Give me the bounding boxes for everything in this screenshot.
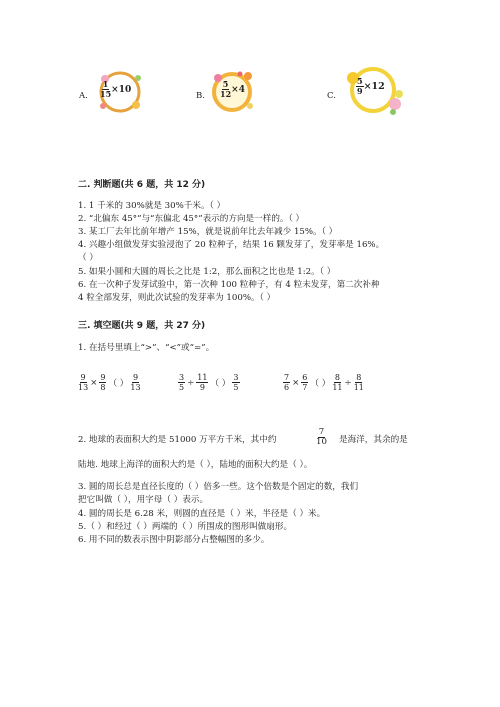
judge-item-2: 2. “北偏东 45°”与“东偏北 45°”表示的方向是一样的。（ ） xyxy=(78,214,305,224)
fill-question-2-line2: 陆地. 地球上海洋的面积大约是（ ），陆地的面积大约是（ ）。 xyxy=(78,460,313,470)
fill-question-6: 6. 用不同的数表示图中阴影部分占整幅图的多少。 xyxy=(78,535,270,545)
section-2-heading: 二. 判断题(共 6 题，共 12 分) xyxy=(78,180,206,190)
section-3-heading: 三. 填空题(共 9 题，共 27 分) xyxy=(78,321,206,331)
compare-expression-3: $\frac{7}{6}$ × $\frac{6}{7}$ （ ） $\frac{8}{11}$ ÷ $\frac{8}{11}$ xyxy=(284,373,364,392)
fill-question-1: 1. 在括号里填上“>”、“<”或“=”。 xyxy=(78,343,215,353)
option-b-numerator: 5 xyxy=(222,79,229,89)
judge-item-3: 3. 某工厂去年比前年增产 15%，就是说前年比去年减少 15%。（ ） xyxy=(78,227,338,237)
judge-item-1: 1. 1 千米的 30%就是 30%千米。（ ） xyxy=(78,201,226,211)
answer-blank: （ ） xyxy=(108,378,129,389)
judge-item-6: 6. 在一次种子发芽试验中，第一次种 100 粒种子，有 4 粒未发芽，第二次补种 xyxy=(78,280,380,290)
option-c-numerator: 5 xyxy=(357,76,363,86)
option-a-denominator: 15 xyxy=(100,89,112,99)
option-a-number: 10 xyxy=(118,84,132,95)
option-a-badge xyxy=(96,70,148,116)
compare-expression-1: $\frac{9}{13}$ × $\frac{9}{8}$ （ ） $\frac{9}{13}$ xyxy=(78,373,141,392)
option-c-number: 12 xyxy=(371,81,385,92)
option-b-denominator: 12 xyxy=(220,89,232,99)
answer-blank: （ ） xyxy=(310,378,331,389)
option-c-operator: × xyxy=(363,81,372,92)
judge-item-4-paren: （ ） xyxy=(78,253,98,263)
option-c-badge xyxy=(343,64,409,118)
option-b-operator: × xyxy=(231,84,239,95)
judge-item-5: 5. 如果小圆和大圆的周长之比是 1:2，那么面积之比也是 1:2。（ ） xyxy=(78,267,336,277)
option-b-letter: B. xyxy=(196,91,205,101)
option-a-operator: × xyxy=(111,84,119,95)
fill-question-3-line1: 3. 圆的周长总是直径长度的（ ）倍多一些。这个倍数是个固定的数，我们 xyxy=(78,482,359,492)
fill-question-2-part2: 是海洋，其余的是 xyxy=(339,435,408,445)
fill-question-2-fraction: $\frac{7}{10}$ xyxy=(316,427,327,447)
compare-expression-2: $\frac{3}{5}$ ÷ $\frac{11}{9}$ （ ） $\frac{3}{5}$ xyxy=(179,373,239,392)
fill-question-5: 5.（ ）和经过（ ）两端的（ ）所围成的图形叫做扇形。 xyxy=(78,522,293,532)
option-c-letter: C. xyxy=(327,91,336,101)
judge-item-6-cont: 4 粒全部发芽，则此次试验的发芽率为 100%。（ ） xyxy=(78,293,276,303)
judge-item-4: 4. 兴趣小组做发芽实验浸泡了 20 粒种子，结果 16 颗发芽了，发芽率是 16%。 xyxy=(78,240,385,250)
answer-blank: （ ） xyxy=(210,378,231,389)
option-a-numerator: 1 xyxy=(102,79,109,89)
fill-question-3-line2: 把它叫做（ ），用字母（ ）表示。 xyxy=(78,495,209,505)
fill-question-2-part1: 2. 地球的表面积大约是 51000 万平方千米，其中约 xyxy=(78,435,277,445)
option-b-badge xyxy=(210,68,260,116)
option-c-denominator: 9 xyxy=(357,86,363,96)
fill-question-4: 4. 圆的周长是 6.28 米，则圆的直径是（ ）米，半径是（ ）米。 xyxy=(78,509,326,519)
option-a-letter: A. xyxy=(79,91,88,101)
option-b-number: 4 xyxy=(238,84,245,95)
